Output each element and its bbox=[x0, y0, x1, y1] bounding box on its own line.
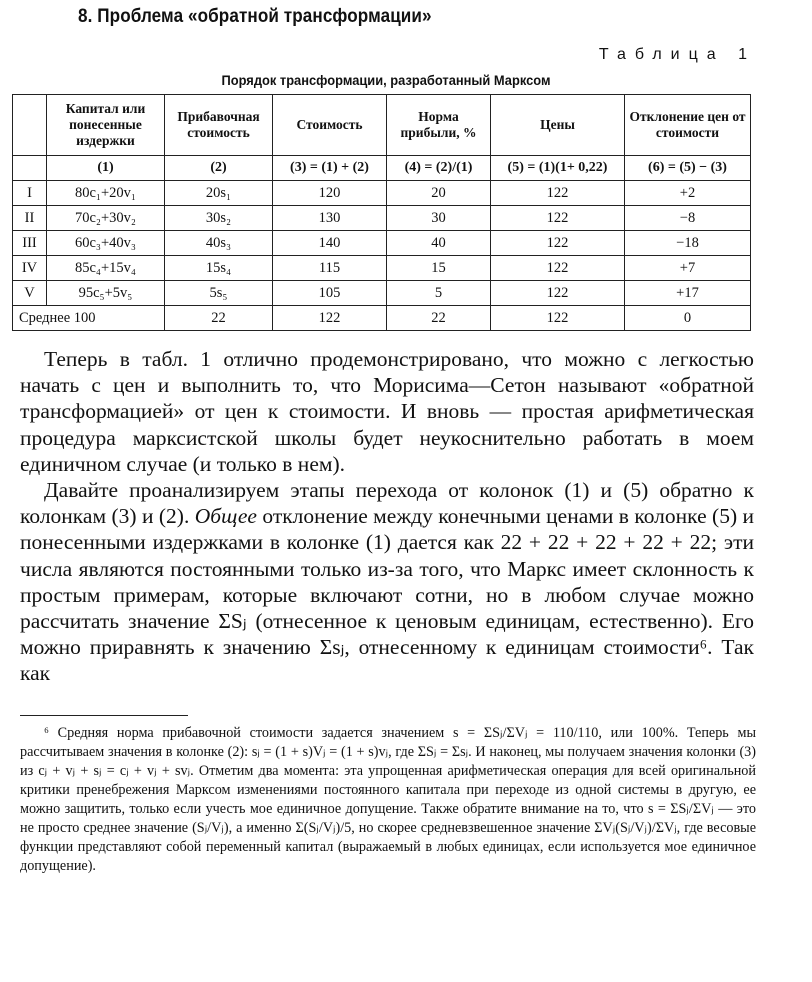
table-cell: −18 bbox=[625, 231, 751, 256]
transformation-table bbox=[12, 94, 751, 331]
table-cell: 15 bbox=[387, 256, 491, 281]
table-cell: 105 bbox=[273, 281, 387, 306]
table-label: Таблица 1 bbox=[598, 46, 756, 63]
table-row bbox=[13, 281, 751, 306]
table-cell: 95c₅+5v₅ bbox=[47, 281, 165, 306]
table-cell: 40s₃ bbox=[165, 231, 273, 256]
header-cell: Стоимость bbox=[273, 95, 387, 156]
table-cell: 140 bbox=[273, 231, 387, 256]
table-cell: IV bbox=[13, 256, 47, 281]
header-cell: Норма прибыли, % bbox=[387, 95, 491, 156]
header-cell bbox=[13, 95, 47, 156]
table-cell: I bbox=[13, 181, 47, 206]
table-cell: 85c₄+15v₄ bbox=[47, 256, 165, 281]
paragraph-2 bbox=[20, 477, 754, 687]
section-title: 8. Проблема «обратной трансформации» bbox=[78, 6, 432, 27]
table-cell: 5 bbox=[387, 281, 491, 306]
summary-cell: 122 bbox=[491, 306, 625, 331]
column-number-cell: (4) = (2)/(1) bbox=[387, 156, 491, 181]
column-number-cell: (5) = (1)(1+ 0,22) bbox=[491, 156, 625, 181]
table-cell: −8 bbox=[625, 206, 751, 231]
table-header-row bbox=[13, 95, 751, 156]
summary-cell: 0 bbox=[625, 306, 751, 331]
header-cell: Капитал или понесенные издержки bbox=[47, 95, 165, 156]
table-cell: V bbox=[13, 281, 47, 306]
header-cell: Цены bbox=[491, 95, 625, 156]
paragraph-1: Теперь в табл. 1 отлично продемонстрировано, что можно с легкостью начать с цен и выполнить то, что Морисима—Сетон называют «обратной трансформацией» от цен к стоимости. И вновь — простая арифметическая процедура марксистской школы будет неукоснительно работать в моем единичном случае (и только в нем). bbox=[20, 347, 754, 476]
summary-cell: 22 bbox=[387, 306, 491, 331]
table-cell: 30s₂ bbox=[165, 206, 273, 231]
column-number-cell: (6) = (5) − (3) bbox=[625, 156, 751, 181]
table-summary-row bbox=[13, 306, 751, 331]
table-cell: 30 bbox=[387, 206, 491, 231]
table-cell: +7 bbox=[625, 256, 751, 281]
table-cell: III bbox=[13, 231, 47, 256]
table-cell: 130 bbox=[273, 206, 387, 231]
header-cell: Прибавочная стоимость bbox=[165, 95, 273, 156]
footnote-divider bbox=[20, 715, 188, 716]
table-cell: 80c₁+20v₁ bbox=[47, 181, 165, 206]
table-cell: 20 bbox=[387, 181, 491, 206]
summary-cell: 22 bbox=[165, 306, 273, 331]
emphasis-obshchee: Общее bbox=[194, 504, 257, 529]
table-cell: 115 bbox=[273, 256, 387, 281]
table-cell: II bbox=[13, 206, 47, 231]
table-number-row bbox=[13, 156, 751, 181]
table-row bbox=[13, 181, 751, 206]
column-number-cell bbox=[13, 156, 47, 181]
paragraph-2-rest: отклонение между конечными ценами в колонке (5) и понесенными издержками в колонке (1) дается как 22 + 22 + 22 + 22 + 22; эти числа являются постоянными только из-за того, что Маркс имеет склонность к простым примерам, которые включают сотни, но в любом случае можно рассчитать значение ΣSⱼ (отнесенное к ценовым единицам, естественно). Его можно приравнять к значению Σsⱼ, отнесенному к единицам стоимости⁶. Так как bbox=[20, 504, 755, 686]
table-cell: 60c₃+40v₃ bbox=[47, 231, 165, 256]
table-cell: 15s₄ bbox=[165, 256, 273, 281]
table-cell: 122 bbox=[491, 181, 625, 206]
table-cell: 122 bbox=[491, 281, 625, 306]
paragraph-2-start: Давайте проанализируем этапы перехода от колонок (1) и (5) обратно к колонкам (3) и (2). bbox=[20, 478, 754, 529]
table-cell: 122 bbox=[491, 256, 625, 281]
column-number-cell: (3) = (1) + (2) bbox=[273, 156, 387, 181]
table-row bbox=[13, 256, 751, 281]
column-number-cell: (1) bbox=[47, 156, 165, 181]
summary-cell: 122 bbox=[273, 306, 387, 331]
table-caption: Порядок трансформации, разработанный Марксом bbox=[221, 72, 551, 88]
table-cell: 40 bbox=[387, 231, 491, 256]
footnote-text: ⁶ Средняя норма прибавочной стоимости задается значением s = ΣSⱼ/ΣVⱼ = 110/110, или 100%. Теперь мы рассчитываем значения в колонке (2): sⱼ = (1 + s)Vⱼ = (1 + s)vⱼ, где ΣSⱼ = Σsⱼ. И наконец, мы получаем значения колонки (3) из cⱼ + vⱼ + sⱼ = cⱼ + vⱼ + svⱼ. Отметим два момента: эта упрощенная арифметическая операция для всей оригинальной критики пренебрежения Марксом изменениями постоянного капитала при переходе из одной системы в другую, ее можно защитить, только если учесть мое единичное допущение. Также обратите внимание на то, что s = ΣSⱼ/ΣVⱼ — это не просто среднее значение (Sⱼ/Vⱼ), а именно Σ(Sⱼ/Vⱼ)/5, но скорее средневзвешенное значение ΣVⱼ(Sⱼ/Vⱼ)/ΣVⱼ, где весовые функции представляют собой переменный капитал (выражаемый в любых единицах, если используется мое единичное допущение). bbox=[20, 725, 756, 874]
table-cell: 122 bbox=[491, 231, 625, 256]
table-cell: 120 bbox=[273, 181, 387, 206]
table-row bbox=[13, 206, 751, 231]
column-number-cell: (2) bbox=[165, 156, 273, 181]
table-cell: 70c₂+30v₂ bbox=[47, 206, 165, 231]
table-cell: 20s₁ bbox=[165, 181, 273, 206]
table-row bbox=[13, 231, 751, 256]
table-cell: 122 bbox=[491, 206, 625, 231]
summary-label-cell: Среднее 100 bbox=[13, 306, 165, 331]
header-cell: Отклонение цен от стоимости bbox=[625, 95, 751, 156]
table-cell: +2 bbox=[625, 181, 751, 206]
table-cell: +17 bbox=[625, 281, 751, 306]
table-cell: 5s₅ bbox=[165, 281, 273, 306]
footnote bbox=[20, 724, 756, 876]
body-text bbox=[20, 346, 754, 687]
